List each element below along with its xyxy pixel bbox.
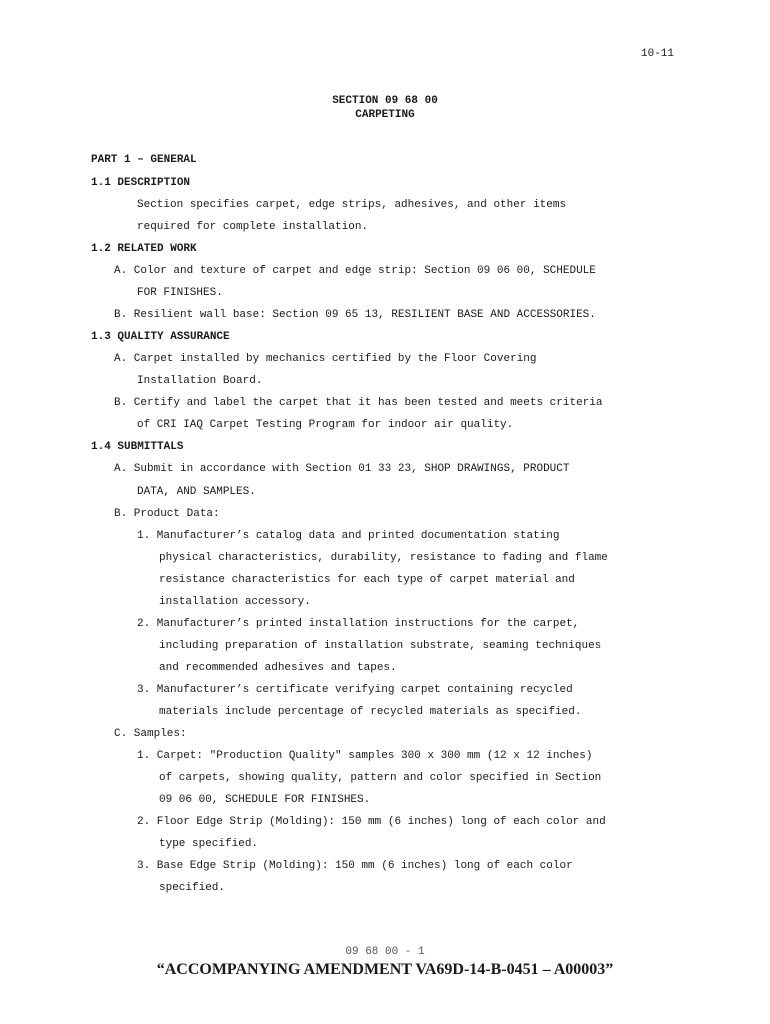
heading-1-1: 1.1 DESCRIPTION (91, 177, 191, 189)
section-title: CARPETING (355, 109, 415, 121)
text-line: B. Certify and label the carpet that it has been tested and meets criteria (114, 397, 603, 409)
text-line: 3. Base Edge Strip (Molding): 150 mm (6 inches) long of each color (137, 860, 573, 872)
text-line: B. Product Data: (114, 508, 220, 520)
text-line: 1. Manufacturer’s catalog data and printed documentation stating (137, 530, 560, 542)
text-line: B. Resilient wall base: Section 09 65 13, RESILIENT BASE AND ACCESSORIES. (114, 309, 596, 321)
text-line: of CRI IAQ Carpet Testing Program for indoor air quality. (137, 419, 514, 431)
text-line: A. Submit in accordance with Section 01 33 23, SHOP DRAWINGS, PRODUCT (114, 463, 570, 475)
text-line: required for complete installation. (137, 221, 369, 233)
text-line: specified. (159, 882, 226, 894)
text-line: installation accessory. (159, 596, 311, 608)
text-line: type specified. (159, 838, 259, 850)
text-line: 2. Manufacturer’s printed installation instructions for the carpet, (137, 618, 580, 630)
text-line: Section specifies carpet, edge strips, adhesives, and other items (137, 199, 567, 211)
text-line: A. Carpet installed by mechanics certified by the Floor Covering (114, 353, 537, 365)
page-id: 10-11 (641, 48, 675, 60)
text-line: of carpets, showing quality, pattern and color specified in Section (159, 772, 602, 784)
text-line: resistance characteristics for each type of carpet material and (159, 574, 575, 586)
text-line: 2. Floor Edge Strip (Molding): 150 mm (6 inches) long of each color and (137, 816, 606, 828)
text-line: C. Samples: (114, 728, 187, 740)
text-line: 3. Manufacturer’s certificate verifying carpet containing recycled (137, 684, 573, 696)
section-number: SECTION 09 68 00 (332, 95, 438, 107)
page-number: 09 68 00 - 1 (345, 946, 425, 958)
text-line: DATA, AND SAMPLES. (137, 486, 256, 498)
text-line: physical characteristics, durability, resistance to fading and flame (159, 552, 608, 564)
text-line: A. Color and texture of carpet and edge strip: Section 09 06 00, SCHEDULE (114, 265, 596, 277)
part-heading: PART 1 – GENERAL (91, 154, 197, 166)
text-line: FOR FINISHES. (137, 287, 223, 299)
text-line: materials include percentage of recycled materials as specified. (159, 706, 582, 718)
heading-1-3: 1.3 QUALITY ASSURANCE (91, 331, 230, 343)
text-line: including preparation of installation substrate, seaming techniques (159, 640, 602, 652)
text-line: 09 06 00, SCHEDULE FOR FINISHES. (159, 794, 371, 806)
text-line: and recommended adhesives and tapes. (159, 662, 397, 674)
text-line: 1. Carpet: "Production Quality" samples 300 x 300 mm (12 x 12 inches) (137, 750, 593, 762)
heading-1-2: 1.2 RELATED WORK (91, 243, 197, 255)
heading-1-4: 1.4 SUBMITTALS (91, 441, 184, 453)
text-line: Installation Board. (137, 375, 263, 387)
amendment-footer: “ACCOMPANYING AMENDMENT VA69D-14-B-0451 – A00003” (156, 961, 614, 978)
